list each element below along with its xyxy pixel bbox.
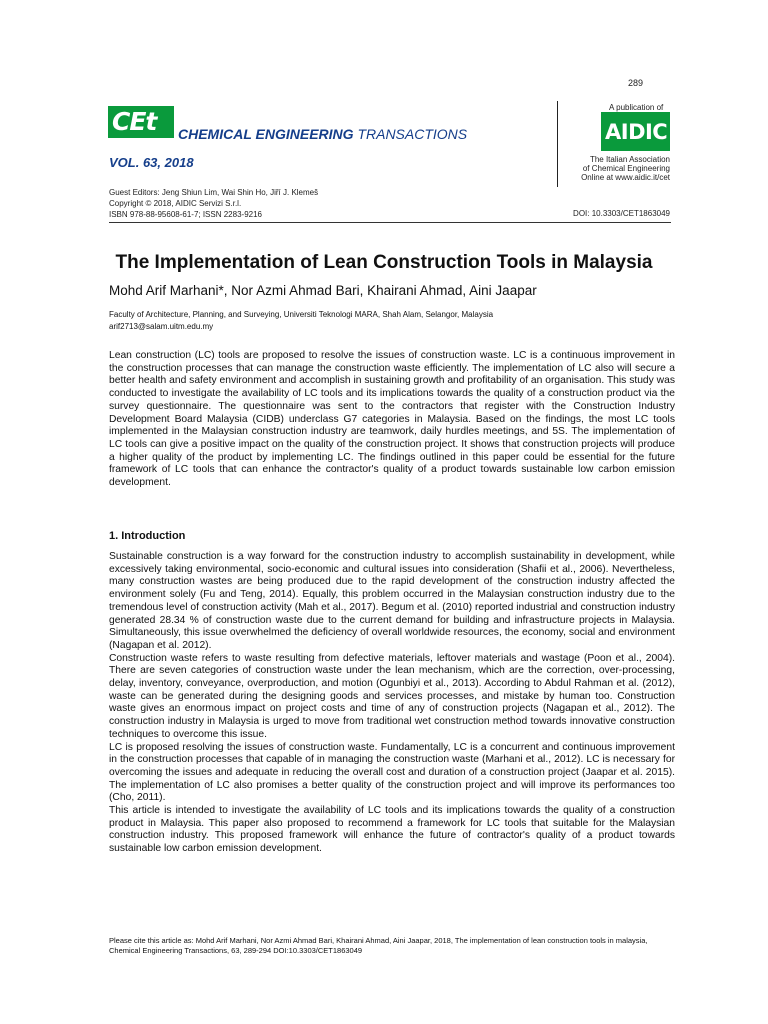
introduction-body bbox=[109, 551, 675, 856]
intro-paragraph: Sustainable construction is a way forward for the construction industry to accomplish sustainability in development, while excessively taking environmental, socio-economic and cultural issues into consideration (Shafii et al., 2006). Nevertheless, many construction wastes are being produced due to the rapid development of the construction industry affected the environment solely (Fu and Teng, 2014). Equally, this problem occurred in the Malaysian construction industry due to the tremendous level of construction activity (Mah et al., 2017). Begum et al. (2010) reported industrial and construction industry generated 28.34 % of construction waste due to the current demand for building and infrastructure projects in Malaysia. Simultaneously, this issue overwhelmed the deficiency of overall worldwide resources, the economy, social and environment (Nagapan et al. 2012). bbox=[109, 551, 675, 651]
affiliation-block bbox=[109, 309, 493, 333]
journal-title-regular: TRANSACTIONS bbox=[357, 126, 468, 142]
publisher-url[interactable]: Online at www.aidic.it/cet bbox=[581, 173, 670, 182]
intro-paragraph: This article is intended to investigate the availability of LC tools and its implications towards the quality of a construction product in Malaysia. This paper also proposed to recommend a framework for LC tools that suitable for the Malaysian construction industry. This proposed framework will enhance the future of contractor's quality of a product towards sustainable low carbon emission development. bbox=[109, 805, 675, 855]
isbn: ISBN 978-88-95608-61-7; ISSN 2283-9216 bbox=[109, 210, 262, 219]
intro-paragraph: LC is proposed resolving the issues of construction waste. Fundamentally, LC is a concurrent and continuous improvement in the construction processes that capable of in managing the construction waste (Marhani et al., 2012). LC is necessary for overcoming the issues and adequate in reducing the overall cost and duration of a construction project (Jaapar et al. 2015). The implementation of LC also promises a better quality of the construction project and will improve its performances too (Cho, 2011). bbox=[109, 741, 675, 804]
journal-volume: VOL. 63, 2018 bbox=[109, 155, 194, 170]
section-heading-introduction: 1. Introduction bbox=[109, 530, 186, 542]
journal-title-bold: CHEMICAL ENGINEERING bbox=[178, 126, 354, 142]
abstract: Lean construction (LC) tools are proposed to resolve the issues of construction waste. LC is a continuous improvement in the construction processes that can manage the construction waste efficiently. The implementation of LC also will secure a better health and safety environment and accomplish in sustaining growth and profitability of an organisation. This study was conducted to investigate the availability of LC tools and its implications towards the quality of a construction product via the survey questionnaire. The questionnaire was sent to the contractors that register with the Construction Industry Development Board Malaysia (CIDB) underclass G7 categories in Malaysia. Based on the findings, the most LC tools implemented in the Malaysian construction industry are teamwork, daily hurdles meetings, and 5S. The implementation of LC tools can give a positive impact on the quality of the construction project. It shows that construction projects will produce a higher quality of the product by implementing LC. The findings outlined in this paper could be essential for the future framework of LC tools that can enhance the contractor's quality of a product towards sustainable low carbon emission development. bbox=[109, 350, 675, 489]
journal-info bbox=[109, 187, 318, 220]
header-divider-vertical bbox=[557, 101, 558, 187]
publisher-line-1: The Italian Association bbox=[589, 155, 670, 164]
cet-logo-text: CEt bbox=[112, 107, 157, 136]
author-email[interactable]: arif2713@salam.uitm.edu.my bbox=[109, 322, 214, 331]
publisher-description bbox=[560, 155, 670, 182]
copyright: Copyright © 2018, AIDIC Servizi S.r.l. bbox=[109, 199, 242, 208]
publisher-line-2: of Chemical Engineering bbox=[582, 164, 670, 173]
citation-footer: Please cite this article as: Mohd Arif Marhani, Nor Azmi Ahmad Bari, Khairani Ahmad, Aini Jaapar, 2018, The implementation of lean construction tools in malaysia, Chemical Engineering Transactions, 63, 289-294 DOI:10.3303/CET1863049 bbox=[109, 936, 648, 955]
doi[interactable]: DOI: 10.3303/CET1863049 bbox=[573, 209, 670, 218]
publication-of: A publication of bbox=[609, 103, 664, 112]
aidic-logo bbox=[601, 112, 670, 151]
aidic-logo-text: AIDIC bbox=[605, 120, 668, 144]
journal-title bbox=[178, 126, 467, 142]
affiliation: Faculty of Architecture, Planning, and Surveying, Universiti Teknologi MARA, Shah Alam, Selangor, Malaysia bbox=[109, 310, 494, 319]
page-number: 289 bbox=[628, 78, 644, 88]
cet-logo bbox=[108, 106, 174, 138]
intro-paragraph: Construction waste refers to waste resulting from defective materials, leftover materials and wastage (Poon et al., 2004). There are seven categories of construction waste under the lean mechanism, which are the correction, over-processing, delay, inventory, conveyance, overproduction, and motion (Ogunbiyi et al., 2013). According to Abdul Rahman et al. (2012), waste can be generated during the designing goods and services processes, and mistake by human too. Construction waste gives an enormous impact on project costs and time of any of construction projects (Nagapan et al., 2012). The construction industry in Malaysia is urged to move from traditional wet construction method towards innovative construction techniques to overcome this issue. bbox=[109, 652, 675, 740]
guest-editors: Guest Editors: Jeng Shiun Lim, Wai Shin Ho, Jiří J. Klemeš bbox=[109, 188, 319, 197]
header-rule bbox=[109, 222, 671, 223]
authors: Mohd Arif Marhani*, Nor Azmi Ahmad Bari, Khairani Ahmad, Aini Jaapar bbox=[109, 283, 537, 298]
paper-title: The Implementation of Lean Construction Tools in Malaysia bbox=[115, 252, 653, 273]
